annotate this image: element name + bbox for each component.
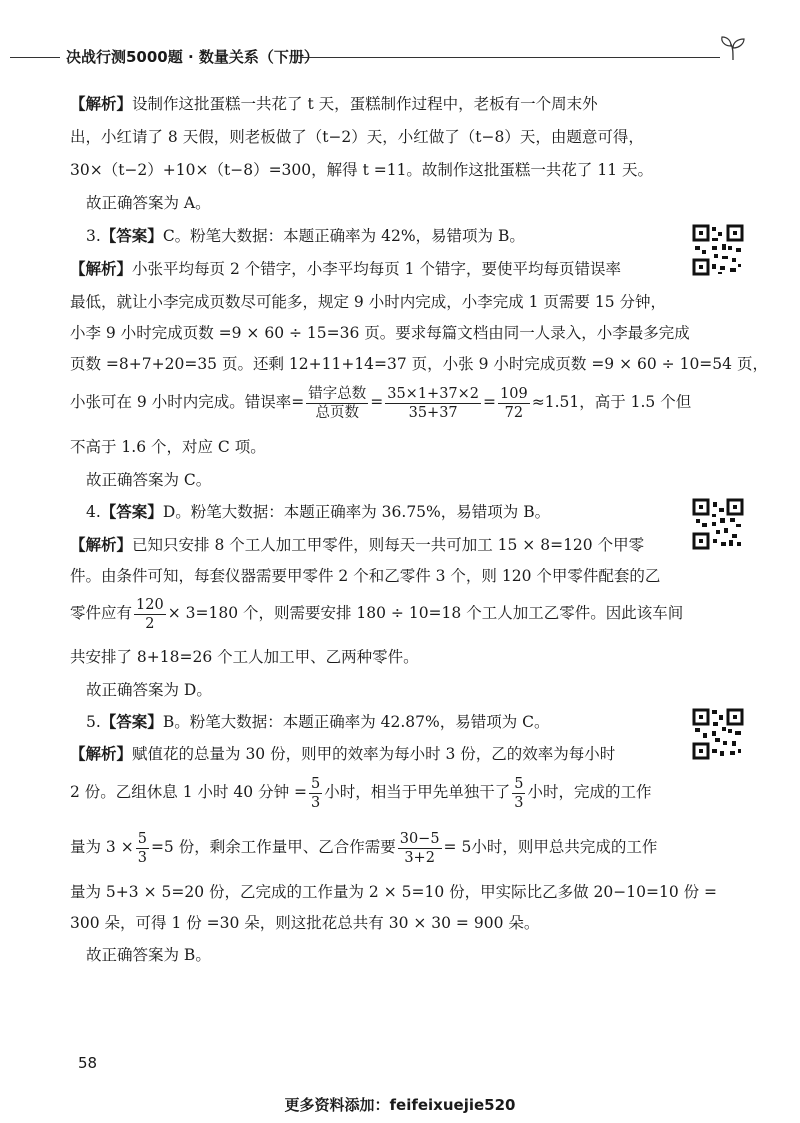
equals-sign: = [483, 393, 497, 411]
analysis-line: 页数 =8+7+20=35 页。还剩 12+11+14=37 页，小张 9 小时完成页数 =9 × 60 ÷ 10=54 页， [70, 355, 768, 373]
header-rule-right [300, 57, 720, 58]
qr-code-icon [692, 224, 744, 276]
fraction [498, 385, 530, 422]
header-rule-left [10, 57, 60, 58]
fraction-denominator: 35+37 [408, 404, 458, 421]
section-marker: 【解析】 [70, 745, 133, 763]
analysis-line-with-fractions [70, 825, 670, 869]
fraction-denominator: 3 [311, 794, 321, 811]
text-segment: 零件应有 [70, 604, 133, 622]
analysis-line: 【解析】已知只安排 8 个工人加工甲零件，则每天一共可加工 15 × 8=120 个甲零 [70, 536, 645, 554]
fraction-denominator: 3+2 [404, 849, 435, 866]
answer-line: 故正确答案为 A。 [86, 194, 211, 212]
text-segment: = 5小时，则甲总共完成的工作 [443, 838, 658, 856]
fraction [306, 385, 368, 422]
equals-sign: = [370, 393, 384, 411]
fraction-denominator: 3 [137, 849, 147, 866]
text-segment: =5 份，剩余工作量甲、乙合作需要 [150, 838, 396, 856]
analysis-line: 出，小红请了 8 天假，则老板做了（t−2）天，小红做了（t−8）天，由题意可得， [70, 128, 644, 146]
footer-note: 更多资料添加：feifeixuejie520 [284, 1096, 516, 1114]
analysis-line: 共安排了 8+18=26 个工人加工甲、乙两种零件。 [70, 648, 419, 666]
sprout-icon [718, 34, 748, 62]
fraction [385, 385, 481, 422]
text-segment: 小时，完成的工作 [527, 783, 652, 801]
text-segment: × 3=180 个，则需要安排 180 ÷ 10=18 个工人加工乙零件。因此该车间 [167, 604, 684, 622]
fraction-numerator: 35×1+37×2 [387, 385, 480, 402]
analysis-line: 300 朵，可得 1 份 =30 朵，则这批花总共有 30 × 30 = 900 朵。 [70, 914, 540, 932]
fraction [512, 775, 525, 812]
fraction [398, 830, 442, 867]
fraction [136, 830, 149, 867]
analysis-line: 30×（t−2）+10×（t−8）=300，解得 t =11。故制作这批蛋糕一共花了 11 天。 [70, 161, 654, 179]
question-5-answer: 5.【答案】B。粉笔大数据：本题正确率为 42.87%，易错项为 C。 [86, 713, 550, 731]
fraction [309, 775, 322, 812]
analysis-line: 【解析】赋值花的总量为 30 份，则甲的效率为每小时 3 份，乙的效率为每小时 [70, 745, 616, 763]
analysis-line: 件。由条件可知，每套仪器需要甲零件 2 个和乙零件 3 个，则 120 个甲零件配套的乙 [70, 567, 661, 585]
section-marker: 【答案】 [100, 503, 163, 521]
analysis-line: 最低，就让小李完成页数尽可能多，规定 9 小时内完成，小李完成 1 页需要 15 分钟， [70, 293, 667, 311]
fraction-denominator: 3 [514, 794, 524, 811]
section-marker: 【解析】 [70, 260, 133, 278]
fraction-numerator: 错字总数 [308, 385, 367, 402]
qr-code-q5[interactable] [692, 708, 744, 760]
question-3-answer: 3.【答案】C。粉笔大数据：本题正确率为 42%，易错项为 B。 [86, 227, 525, 245]
text-segment: 小时，相当于甲先单独干了 [324, 783, 511, 801]
section-marker: 【答案】 [100, 713, 163, 731]
text-segment: ≈1.51，高于 1.5 个但 [531, 393, 692, 411]
text-segment: 量为 3 × [70, 838, 134, 856]
analysis-line: 小李 9 小时完成页数 =9 × 60 ÷ 15=36 页。要求每篇文档由同一人录入，小李最多完成 [70, 324, 690, 342]
analysis-line-with-fraction [70, 591, 684, 635]
answer-line: 故正确答案为 B。 [86, 946, 211, 964]
section-marker: 【答案】 [100, 227, 163, 245]
fraction-numerator: 30−5 [399, 830, 440, 847]
fraction-numerator: 5 [311, 775, 321, 792]
qr-code-q3[interactable] [692, 224, 744, 276]
answer-line: 故正确答案为 C。 [86, 471, 212, 489]
question-4-answer: 4.【答案】D。粉笔大数据：本题正确率为 36.75%，易错项为 B。 [86, 503, 551, 521]
page-number: 58 [78, 1054, 98, 1072]
book-title: 决战行测5000题 · 数量关系（下册） [66, 48, 319, 66]
analysis-line: 不高于 1.6 个，对应 C 项。 [70, 438, 266, 456]
fraction-denominator: 72 [504, 404, 524, 421]
fraction-numerator: 120 [136, 596, 164, 613]
analysis-line-with-fractions [70, 770, 670, 814]
qr-code-q4[interactable] [692, 498, 744, 550]
analysis-line: 量为 5+3 × 5=20 份，乙完成的工作量为 2 × 5=10 份，甲实际比乙多做 20−10=10 份 = [70, 883, 718, 901]
analysis-line: 【解析】设制作这批蛋糕一共花了 t 天，蛋糕制作过程中，老板有一个周末外 [70, 95, 598, 113]
analysis-line: 【解析】小张平均每页 2 个错字，小李平均每页 1 个错字，要使平均每页错误率 [70, 260, 621, 278]
text-segment: 2 份。乙组休息 1 小时 40 分钟 = [70, 783, 307, 801]
fraction [134, 596, 166, 633]
analysis-line-with-fractions [70, 380, 692, 424]
section-marker: 【解析】 [70, 95, 133, 113]
fraction-denominator: 总页数 [315, 404, 359, 421]
fraction-numerator: 5 [514, 775, 524, 792]
qr-code-icon [692, 498, 744, 550]
qr-code-icon [692, 708, 744, 760]
fraction-numerator: 5 [137, 830, 147, 847]
answer-line: 故正确答案为 D。 [86, 681, 212, 699]
page-header [0, 46, 800, 70]
fraction-numerator: 109 [500, 385, 528, 402]
text-segment: 小张可在 9 小时内完成。错误率= [70, 393, 305, 411]
section-marker: 【解析】 [70, 536, 133, 554]
fraction-denominator: 2 [145, 615, 155, 632]
